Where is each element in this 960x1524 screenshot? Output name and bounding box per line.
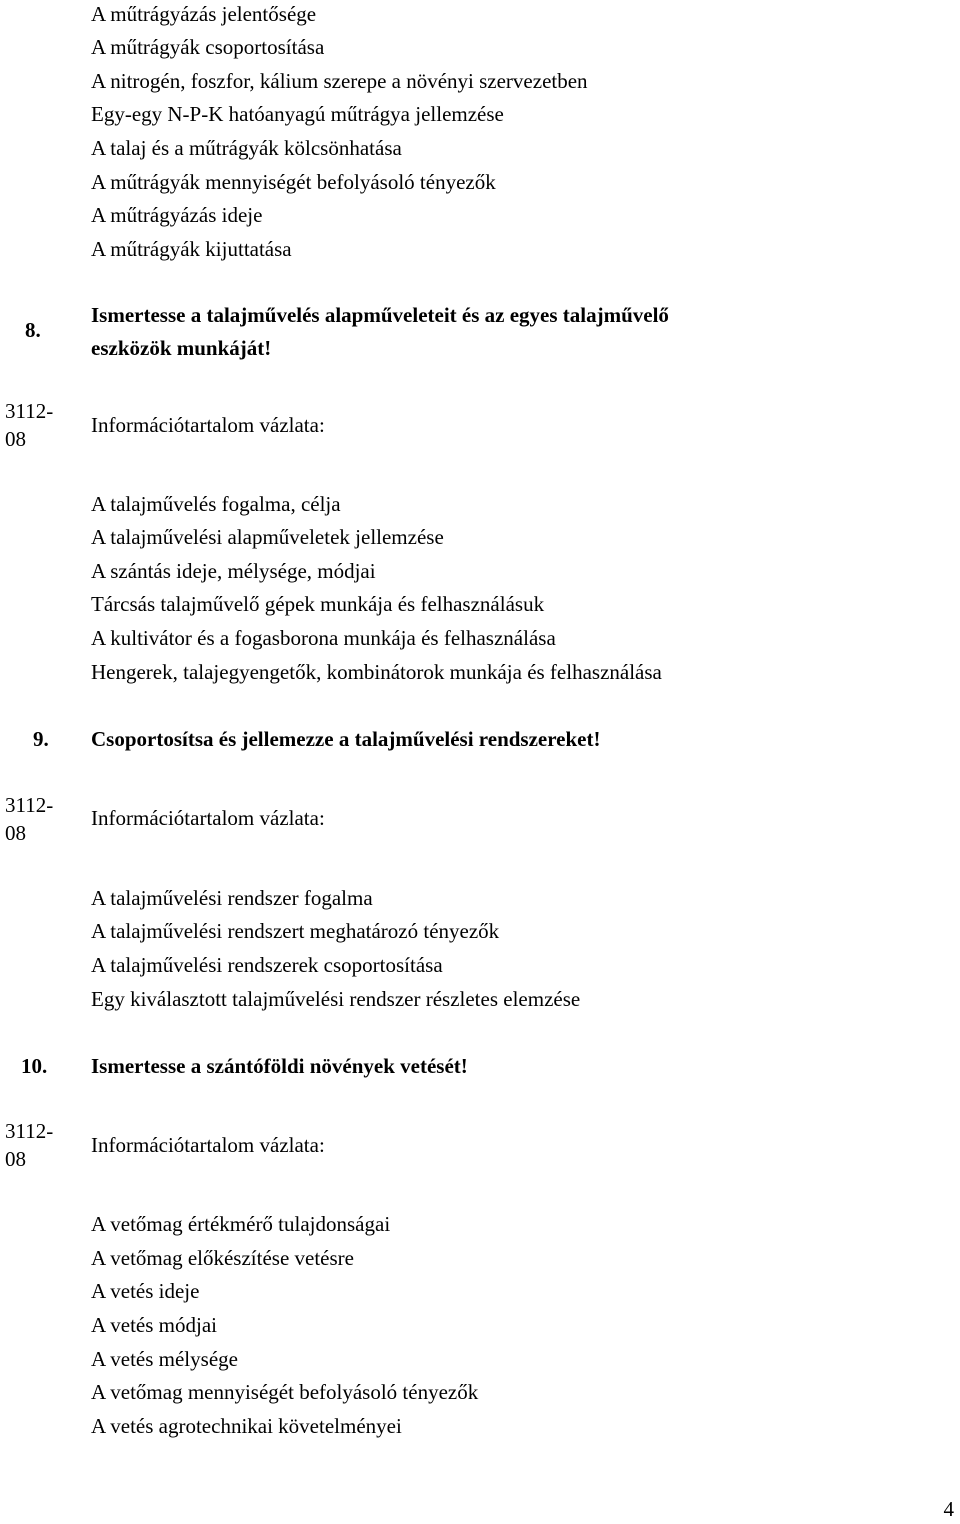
question-8-title-line-1: Ismertesse a talajművelés alapműveleteit és az egyes talajművelő — [91, 303, 669, 327]
question-8-outline-label: Információtartalom vázlata: — [91, 413, 325, 437]
question-10-code — [5, 1117, 75, 1173]
question-10-item: A vetőmag értékmérő tulajdonságai — [91, 1212, 391, 1236]
question-8-item: A talajművelés fogalma, célja — [91, 492, 341, 516]
question-10-title: Ismertesse a szántóföldi növények vetését! — [91, 1054, 468, 1078]
question-8-title-line-2: eszközök munkáját! — [91, 336, 272, 360]
question-8-number: 8. — [25, 318, 41, 342]
code-line-2: 08 — [5, 427, 26, 451]
code-line-1: 3112- — [5, 399, 54, 423]
question-8-item: A kultivátor és a fogasborona munkája és felhasználása — [91, 626, 556, 650]
question-9-item: A talajművelési rendszert meghatározó tényezők — [91, 919, 500, 943]
intro-item: A műtrágyázás jelentősége — [91, 2, 317, 26]
question-8-item: A talajművelési alapműveletek jellemzése — [91, 525, 444, 549]
question-9-outline-label: Információtartalom vázlata: — [91, 806, 325, 830]
question-10-outline-label: Információtartalom vázlata: — [91, 1133, 325, 1157]
question-10-item: A vetés ideje — [91, 1279, 200, 1303]
question-9-item: A talajművelési rendszerek csoportosítása — [91, 953, 443, 977]
question-10-item: A vetés agrotechnikai követelményei — [91, 1414, 402, 1438]
question-8-item: A szántás ideje, mélysége, módjai — [91, 559, 376, 583]
intro-item: A talaj és a műtrágyák kölcsönhatása — [91, 136, 402, 160]
question-10-item: A vetőmag előkészítése vetésre — [91, 1246, 354, 1270]
question-10-item: A vetés mélysége — [91, 1347, 238, 1371]
page-number: 4 — [943, 1497, 954, 1521]
intro-item: Egy-egy N-P-K hatóanyagú műtrágya jellemzése — [91, 102, 504, 126]
question-9-number: 9. — [33, 727, 49, 751]
question-10-item: A vetés módjai — [91, 1313, 217, 1337]
code-line-2: 08 — [5, 1147, 26, 1171]
question-8-item: Hengerek, talajegyengetők, kombinátorok munkája és felhasználása — [91, 660, 662, 684]
question-8-code — [5, 397, 75, 453]
intro-item: A műtrágyázás ideje — [91, 203, 263, 227]
code-line-1: 3112- — [5, 793, 54, 817]
code-line-1: 3112- — [5, 1119, 54, 1143]
question-8-item: Tárcsás talajművelő gépek munkája és felhasználásuk — [91, 592, 545, 616]
intro-item: A műtrágyák csoportosítása — [91, 35, 325, 59]
code-line-2: 08 — [5, 821, 26, 845]
question-9-item: Egy kiválasztott talajművelési rendszer részletes elemzése — [91, 987, 581, 1011]
question-10-number: 10. — [21, 1054, 48, 1078]
intro-item: A műtrágyák kijuttatása — [91, 237, 292, 261]
question-10-item: A vetőmag mennyiségét befolyásoló tényezők — [91, 1380, 479, 1404]
intro-item: A műtrágyák mennyiségét befolyásoló tényezők — [91, 170, 496, 194]
question-9-item: A talajművelési rendszer fogalma — [91, 886, 373, 910]
question-9-title: Csoportosítsa és jellemezze a talajművelési rendszereket! — [91, 727, 601, 751]
question-9-code — [5, 791, 75, 847]
intro-item: A nitrogén, foszfor, kálium szerepe a növényi szervezetben — [91, 69, 588, 93]
